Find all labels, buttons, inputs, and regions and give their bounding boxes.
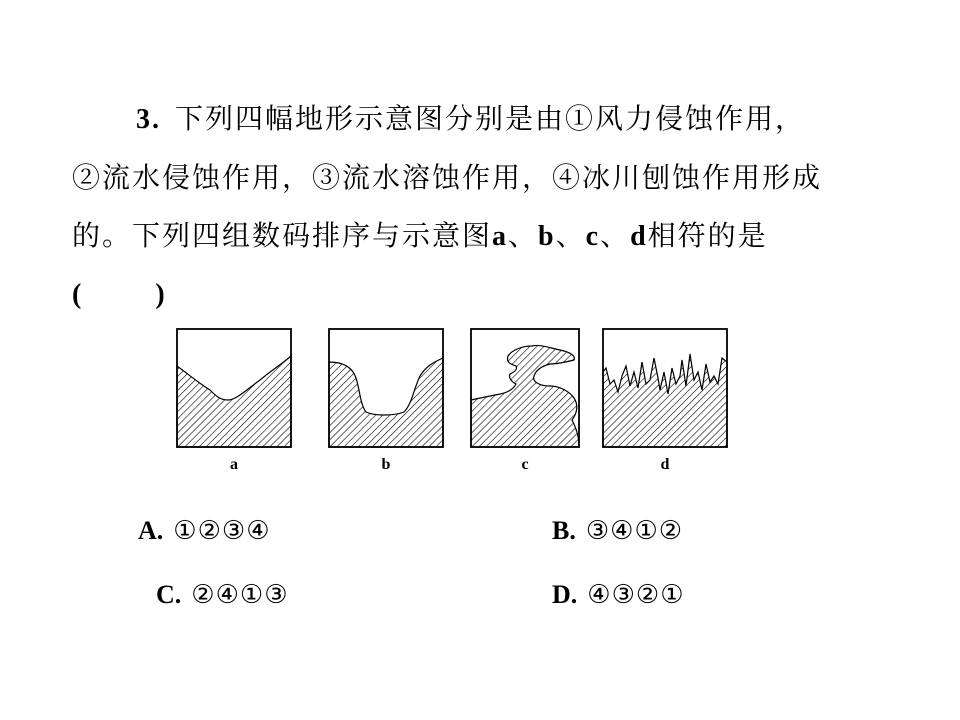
option-b[interactable]: B. ③④①② [552,516,684,546]
answer-blank: ( ) [72,279,167,310]
figure-d [602,328,728,473]
question-text [72,90,892,324]
option-b-letter: B [552,516,570,545]
option-d[interactable]: D. ④③②① [552,580,685,610]
option-a-sequence: ①②③④ [173,516,271,546]
spiky-peaks-diagram [602,328,728,448]
option-c-letter: C [156,580,175,609]
figure-label-d: d [660,456,670,473]
mushroom-rock-diagram [470,328,580,448]
question-line-1: 3. 下列四幅地形示意图分别是由①风力侵蚀作用， [136,102,806,135]
figure-a [176,328,292,473]
u-valley-diagram [328,328,444,448]
option-b-sequence: ③④①② [585,516,684,546]
option-a-letter: A [138,516,157,545]
v-valley-diagram [176,328,292,448]
option-d-letter: D [552,580,571,609]
figure-label-a: a [230,456,238,473]
option-d-sequence: ④③②① [587,580,685,610]
question-number: 3. [136,104,161,135]
question-line-3: 的。下列四组数码排序与示意图a、b、c、d相符的是 [72,219,768,252]
option-a[interactable]: A. ①②③④ [138,516,271,546]
question-line-2: ②流水侵蚀作用，③流水溶蚀作用，④冰川刨蚀作用形成 [72,161,823,194]
figure-b [328,328,444,473]
figure-c [470,328,580,473]
option-c[interactable]: C. ②④①③ [156,580,289,610]
option-c-sequence: ②④①③ [191,580,289,610]
figure-label-c: c [521,456,529,473]
landform-figures [170,328,740,478]
figure-label-b: b [381,456,391,473]
